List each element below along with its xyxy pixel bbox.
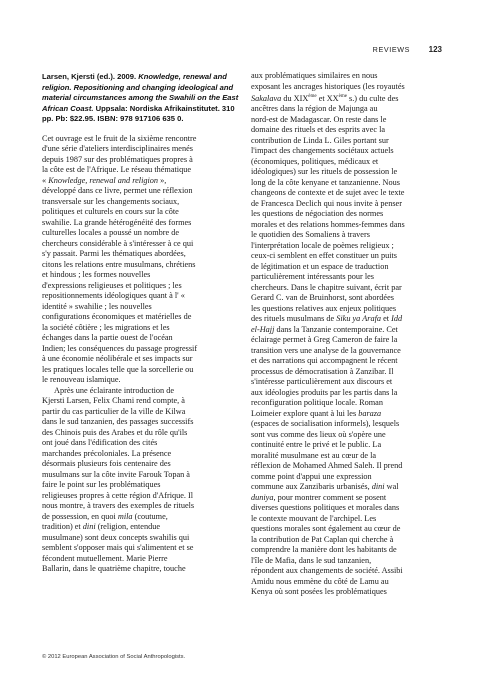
text-line: d'expressions religieuses et politiques ; les: [42, 280, 182, 290]
text-line: réflexion de Mohamed Ahmed Saleh. Il prend: [251, 461, 403, 471]
text-line: diverses questions politiques et morales dans: [251, 503, 400, 513]
text-line: partir du cas particulier de la ville de Kilwa: [42, 406, 186, 416]
text-line: swahilie. La grande hétérogénéité des formes: [42, 217, 192, 227]
text-line: idéologiques) sur les rituels de possession le: [251, 167, 398, 177]
text-line: processus de démocratisation à Zanzibar. Il: [251, 366, 394, 376]
text-line: répondent aux changements de société. Assibi: [251, 566, 403, 576]
text-line: continuité entre le privé et le public. La: [251, 440, 382, 450]
left-column-text: [42, 134, 239, 575]
text-line: chercheurs. Dans le chapitre suivant, écrit par: [251, 282, 402, 292]
text-line: commune aux Zanzibaris urbanisés, dini wal: [251, 482, 399, 492]
text-line: tradition) et dini (religion, entendue: [42, 522, 160, 532]
text-line: configurations économiques et matérielles de: [42, 312, 192, 322]
text-line: musulmane) sont deux concepts swahilis qui: [42, 532, 190, 542]
page-number: 123: [428, 45, 442, 54]
text-line: « Knowledge, renewal and religion »,: [42, 175, 167, 185]
text-line: morales et des relations hommes-femmes dans: [251, 219, 405, 229]
text-line: l'interprétation locale de poèmes religieux ;: [251, 240, 394, 250]
text-line: l'île de Mafia, dans le sud tanzanien,: [251, 555, 372, 565]
running-head-section: REVIEWS: [372, 45, 411, 54]
text-line: moralité musulmane est au cœur de la: [251, 450, 377, 460]
text-line: politiques et culturels en cours sur la côte: [42, 207, 179, 217]
text-line: ancêtres dans la région de Majunga au: [251, 104, 378, 114]
review-publisher: Uppsala: Nordiska Afrikainstitutet. 310 pp. Pb: $22.95.: [42, 103, 235, 124]
text-line: (économiques, politiques, médicaux et: [251, 156, 379, 166]
text-line: la côte est de l'Afrique. Le réseau thématique: [42, 165, 192, 175]
text-line: sont vus comme des lieux où s'opère une: [251, 429, 386, 439]
text-line: Ballarin, dans le quatrième chapitre, touche: [42, 564, 186, 574]
text-line: et des narrations qui accompagnent le récent: [251, 356, 398, 366]
text-line: aux idéologies produits par les partis dans la: [251, 387, 398, 397]
text-line: semblent s'opposer mais qui s'alimentent et se: [42, 543, 194, 553]
text-line: Après une éclairante introduction de: [54, 385, 175, 395]
text-line: changeons de contexte et de sujet avec le texte: [251, 188, 405, 198]
review-header: [42, 72, 239, 125]
text-line: identité » swahilie ; les nouvelles: [42, 301, 152, 311]
text-line: (espaces de socialisation informels), lesquels: [251, 419, 400, 429]
text-line: Cet ouvrage est le fruit de la sixième rencontre: [42, 133, 197, 143]
text-line: s'y passait. Parmi les thématiques abordées,: [42, 249, 186, 259]
text-line: musulmans sur la côte invite Farouk Topan à: [42, 469, 190, 479]
text-line: el-Hajj dans la Tanzanie contemporaine. Cet: [251, 324, 398, 334]
text-line: Kjersti Larsen, Felix Chami rend compte, à: [42, 396, 185, 406]
text-line: le contexte mouvant de l'archipel. Les: [251, 513, 377, 523]
text-line: reconfiguration politique locale. Roman: [251, 398, 383, 408]
text-line: s'intéresse particulièrement aux discours et: [251, 377, 393, 387]
text-line: particulièrement intéressants pour les: [251, 272, 375, 282]
copyright-footer: © 2012 European Association of Social Anthropologists.: [42, 654, 186, 660]
left-column: [42, 72, 239, 575]
text-line: transition vers une analyse de la gouvernance: [251, 345, 401, 355]
text-line: éclairage permet à Greg Cameron de faire la: [251, 335, 398, 345]
text-line: religieuses propres à cette région d'Afrique. Il: [42, 490, 194, 500]
text-line: duniya, pour montrer comment se posent: [251, 492, 387, 502]
text-line: domaine des rituels et des esprits avec la: [251, 125, 386, 135]
right-column: [251, 71, 446, 598]
text-line: de possession, en quoi mila (coutume,: [42, 511, 168, 521]
text-line: des Chinois puis des Arabes et du rôle qu'ils: [42, 427, 188, 437]
text-line: le renouveau islamique.: [42, 375, 121, 385]
text-line: à une économie néolibérale et ses impacts sur: [42, 354, 193, 364]
text-line: culturelles locales a poussé un nombre de: [42, 228, 179, 238]
text-line: comprendre la manière dont les habitants de: [251, 545, 397, 555]
text-line: depuis 1987 sur des problématiques propres à: [42, 154, 193, 164]
text-line: nous montre, à travers des exemples de rituels: [42, 501, 195, 511]
text-line: long de la côte kenyane et tanzanienne. Nous: [251, 177, 400, 187]
text-line: de Francesca Declich qui nous invite à penser: [251, 198, 402, 208]
text-line: la contribution de Pat Caplan qui cherche à: [251, 534, 394, 544]
text-line: chercheurs considérable à s'intéresser à ce qui: [42, 238, 194, 248]
text-line: Kenya où sont posées les problématiques: [251, 587, 387, 597]
text-line: développé dans ce livre, permet une réflexion: [42, 186, 193, 196]
text-line: le quotidien des Somaliens à travers: [251, 230, 370, 240]
text-line: les questions de négociation des normes: [251, 209, 384, 219]
text-line: les pratiques locales telle que la sorcellerie ou: [42, 364, 194, 374]
text-line: l'impact des changements sociétaux actuels: [251, 146, 394, 156]
text-line: ceux-ci semblent en effet constituer un puits: [251, 251, 398, 261]
text-line: des rituels musulmans de Siku ya Arafa et Idd: [251, 314, 403, 324]
text-line: désormais plusieurs fois centenaire des: [42, 459, 171, 469]
text-line: nord-est de Madagascar. On reste dans le: [251, 114, 387, 124]
text-line: questions morales sont également au cœur de: [251, 524, 401, 534]
text-line: exposant les ancrages historiques (les royautés: [251, 81, 405, 91]
text-line: échanges dans la partie ouest de l'océan: [42, 333, 173, 343]
text-line: Gerard C. van de Bruinhorst, sont abordées: [251, 293, 394, 303]
review-book-title: Knowledge, renewal and religion. Repositioning and changing ideological and material circumstances among the Swahili on the East African Coast.: [42, 72, 239, 113]
right-column-text: [251, 71, 446, 598]
text-line: de légitimation et un espace de traduction: [251, 261, 389, 271]
text-line: aux problématiques similaires en nous: [251, 71, 378, 80]
text-line: la société côtière ; les migrations et les: [42, 322, 170, 332]
text-line: dans le sud tanzanien, des passages successifs: [42, 417, 194, 427]
text-line: Loimeier explore quant à lui les baraza: [251, 408, 382, 418]
text-line: fécondent mutuellement. Marie Pierre: [42, 553, 168, 563]
text-line: ont joué dans l'édification des cités: [42, 438, 158, 448]
text-line: les questions relatives aux enjeux politiques: [251, 303, 397, 313]
text-line: repositionnements idéologiques quant à l' «: [42, 291, 185, 301]
text-line: d'une série d'ateliers interdisciplinaires menés: [42, 144, 193, 154]
running-head: [373, 45, 442, 54]
text-line: Indien; les conséquences du passage progressif: [42, 343, 198, 353]
text-line: contribution de Linda L. Giles portant sur: [251, 135, 389, 145]
review-isbn: ISBN: 978 917106 635 0.: [97, 114, 184, 124]
text-line: et hindous ; les formes nouvelles: [42, 270, 151, 280]
text-line: Sakalava du XIXème et XXème s.) du culte des: [251, 93, 399, 103]
text-line: comme point d'appui une expression: [251, 471, 372, 481]
review-author: Larsen, Kjersti (ed.). 2009.: [42, 72, 137, 81]
text-line: transversale sur les changements sociaux,: [42, 196, 180, 206]
text-line: citons les relations entre musulmans, chrétiens: [42, 259, 196, 269]
text-line: faire le point sur les problématiques: [42, 480, 161, 490]
text-line: marchandes précoloniales. La présence: [42, 448, 172, 458]
text-line: Amidu nous emmène du côté de Lamu au: [251, 576, 389, 586]
